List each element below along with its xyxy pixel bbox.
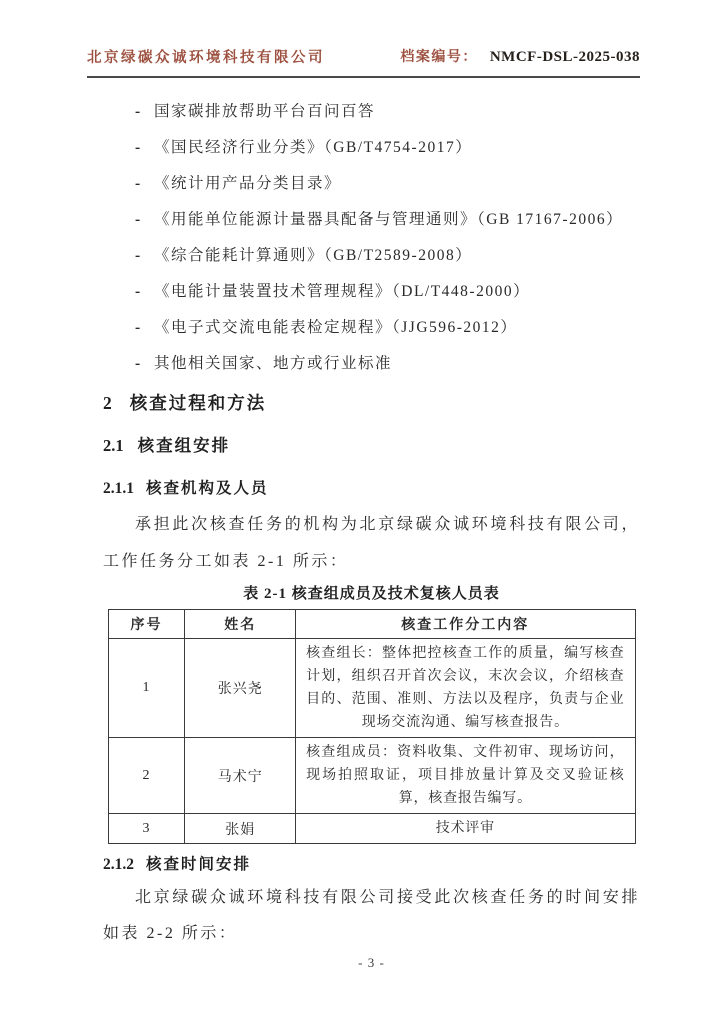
page-header [87, 46, 640, 78]
cell-no: 3 [108, 814, 185, 844]
dash-bullet: - [135, 175, 142, 192]
list-item [135, 130, 640, 166]
column-header-name: 姓名 [185, 610, 296, 639]
list-item [135, 166, 640, 202]
table-caption: 表 2-1 核查组成员及技术复核人员表 [243, 586, 500, 602]
list-item-text: 《国民经济行业分类》（GB/T4754-2017） [154, 139, 473, 156]
section-heading-2-1 [103, 434, 640, 458]
table-row [108, 814, 635, 844]
list-item-text: 《电子式交流电能表检定规程》（JJG596-2012） [154, 319, 518, 336]
section-title: 核查组安排 [137, 436, 231, 455]
list-item-text: 《统计用产品分类目录》 [154, 175, 342, 192]
cell-no: 1 [108, 639, 185, 738]
section-title: 核查机构及人员 [146, 480, 269, 497]
column-header-duty: 核查工作分工内容 [296, 610, 635, 639]
list-item [135, 238, 640, 274]
list-item [135, 346, 640, 382]
list-item-text: 《用能单位能源计量器具配备与管理通则》（GB 17167-2006） [154, 211, 624, 228]
archive-number-label: 档案编号： [400, 50, 478, 65]
section-number: 2.1.1 [103, 480, 134, 497]
cell-name: 张娟 [185, 814, 296, 844]
header-company-name: 北京绿碳众诚环境科技有限公司 [87, 50, 325, 66]
cell-no: 2 [108, 738, 185, 814]
cell-duty: 核查组长：整体把控核查工作的质量，编写核查计划，组织召开首次会议，末次会议，介绍核查目的、范围、准则、方法以及程序，负责与企业现场交流沟通、编写核查报告。 [296, 639, 635, 738]
table-row [108, 738, 635, 814]
column-header-no: 序号 [108, 610, 185, 639]
paragraph-schedule-intro: 北京绿碳众诚环境科技有限公司接受此次核查任务的时间安排如表 2-2 所示： [103, 889, 640, 942]
section-heading-2-1-2 [103, 854, 640, 876]
section-number: 2 [103, 393, 112, 413]
reference-list [103, 94, 640, 382]
dash-bullet: - [135, 247, 142, 264]
cell-name: 马术宁 [185, 738, 296, 814]
cell-duty: 核查组成员：资料收集、文件初审、现场访问，现场拍照取证，项目排放量计算及交叉验证核算，核查报告编写。 [296, 738, 635, 814]
table-row [108, 639, 635, 738]
archive-number-value: NMCF-DSL-2025-038 [489, 49, 640, 65]
section-title: 核查过程和方法 [129, 393, 267, 413]
section-number: 2.1.2 [103, 856, 134, 873]
section-number: 2.1 [103, 436, 124, 455]
dash-bullet: - [135, 355, 142, 372]
dash-bullet: - [135, 139, 142, 156]
cell-name: 张兴尧 [185, 639, 296, 738]
list-item [135, 310, 640, 346]
list-item-text: 其他相关国家、地方或行业标准 [154, 355, 393, 372]
list-item-text: 国家碳排放帮助平台百问百答 [154, 103, 376, 120]
table-header-row [108, 610, 635, 639]
section-heading-2 [103, 390, 640, 416]
list-item [135, 202, 640, 238]
cell-duty: 技术评审 [296, 814, 635, 844]
section-title: 核查时间安排 [146, 856, 252, 873]
list-item-text: 《电能计量装置技术管理规程》（DL/T448-2000） [154, 283, 531, 300]
dash-bullet: - [135, 283, 142, 300]
dash-bullet: - [135, 319, 142, 336]
list-item-text: 《综合能耗计算通则》（GB/T2589-2008） [154, 247, 473, 264]
page-number: - 3 - [358, 955, 385, 970]
section-heading-2-1-1 [103, 478, 640, 500]
team-table [108, 609, 636, 844]
list-item [135, 94, 640, 130]
list-item [135, 274, 640, 310]
header-archive [400, 46, 640, 69]
paragraph-team-intro: 承担此次核查任务的机构为北京绿碳众诚环境科技有限公司，工作任务分工如表 2-1 所示： [103, 516, 640, 570]
dash-bullet: - [135, 103, 142, 120]
dash-bullet: - [135, 211, 142, 228]
